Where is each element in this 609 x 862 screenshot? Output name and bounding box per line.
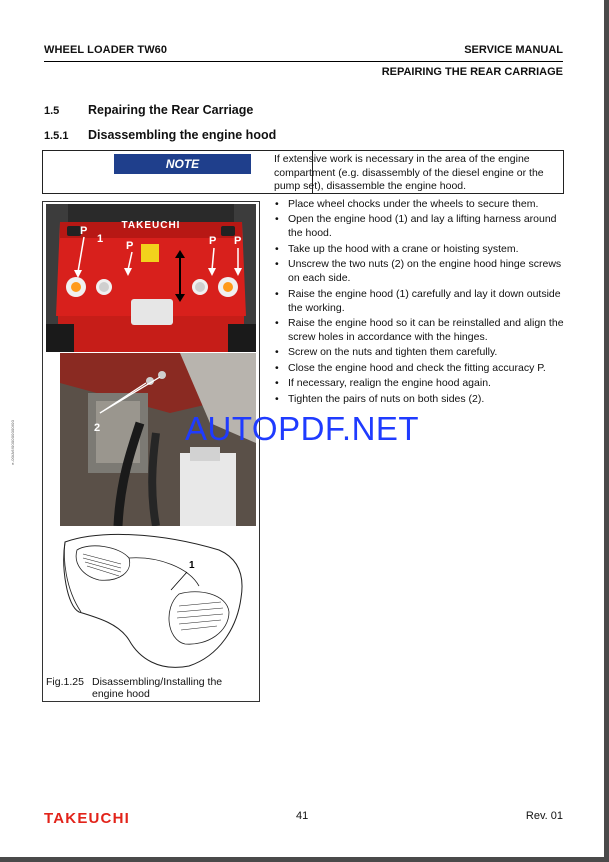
label-p: P bbox=[209, 235, 217, 247]
list-item: • Take up the hood with a crane or hoisting system. bbox=[275, 242, 567, 256]
header-manual-type: SERVICE MANUAL bbox=[464, 44, 563, 56]
note-box bbox=[42, 150, 564, 194]
takeuchi-logo bbox=[44, 808, 164, 826]
watermark: AUTOPDF.NET bbox=[185, 410, 420, 447]
label-1: 1 bbox=[97, 233, 104, 245]
figure-caption bbox=[46, 676, 222, 700]
list-item: • Raise the engine hood so it can be reinstalled and align the screw holes in accordance with the hinges. bbox=[275, 316, 567, 344]
section-number: 1.5.1 bbox=[44, 130, 69, 142]
list-item: • Raise the engine hood (1) carefully and lay it down outside the working. bbox=[275, 287, 567, 315]
caption-number: Fig.1.25 bbox=[46, 676, 84, 688]
photo-brand-text: TAKEUCHI bbox=[121, 220, 181, 231]
section-heading-1-5-1 bbox=[44, 128, 276, 142]
label-p: P bbox=[126, 240, 134, 252]
label-p: P bbox=[80, 225, 88, 237]
header-model: WHEEL LOADER TW60 bbox=[44, 44, 168, 56]
header-rule bbox=[44, 61, 563, 62]
procedure-steps bbox=[275, 197, 567, 407]
list-item: • Open the engine hood (1) and lay a lifting harness around the hood. bbox=[275, 212, 567, 240]
caption-line-1: Disassembling/Installing the bbox=[92, 676, 223, 688]
note-text: If extensive work is necessary in the area of the engine compartment (e.g. disassembly of the diesel engine or the pump set), disassemble the engine hood. bbox=[274, 153, 544, 192]
section-title: Disassembling the engine hood bbox=[88, 128, 277, 142]
page-edge-bottom bbox=[0, 857, 609, 862]
page-number: 41 bbox=[296, 810, 309, 822]
list-item: • If necessary, realign the engine hood again. bbox=[275, 376, 567, 390]
engine-hood-drawing bbox=[59, 528, 249, 672]
logo-text: TAKEUCHI bbox=[44, 810, 130, 826]
page-edge-right bbox=[604, 0, 609, 862]
label-p: P bbox=[234, 235, 242, 247]
section-title: Repairing the Rear Carriage bbox=[88, 103, 254, 117]
rear-carriage-photo bbox=[46, 204, 256, 352]
list-item: • Screw on the nuts and tighten them carefully. bbox=[275, 345, 567, 359]
section-heading-1-5 bbox=[44, 103, 253, 117]
revision: Rev. 01 bbox=[525, 810, 563, 822]
figure-box bbox=[42, 201, 260, 702]
list-item: • Unscrew the two nuts (2) on the engine hood hinge screws on each side. bbox=[275, 257, 567, 285]
note-label: NOTE bbox=[114, 154, 251, 174]
section-number: 1.5 bbox=[44, 105, 60, 117]
label-2: 2 bbox=[94, 422, 101, 434]
list-item: • Place wheel chocks under the wheels to secure them. bbox=[275, 197, 567, 211]
list-item: • Close the engine hood and check the fitting accuracy P. bbox=[275, 361, 567, 375]
side-document-code: e-00/A6/000000000/00 bbox=[10, 420, 15, 465]
list-item: • Tighten the pairs of nuts on both sides (2). bbox=[275, 392, 567, 406]
label-1: 1 bbox=[189, 560, 195, 571]
caption-line-2: engine hood bbox=[92, 688, 150, 700]
header-chapter: REPAIRING THE REAR CARRIAGE bbox=[381, 66, 563, 78]
